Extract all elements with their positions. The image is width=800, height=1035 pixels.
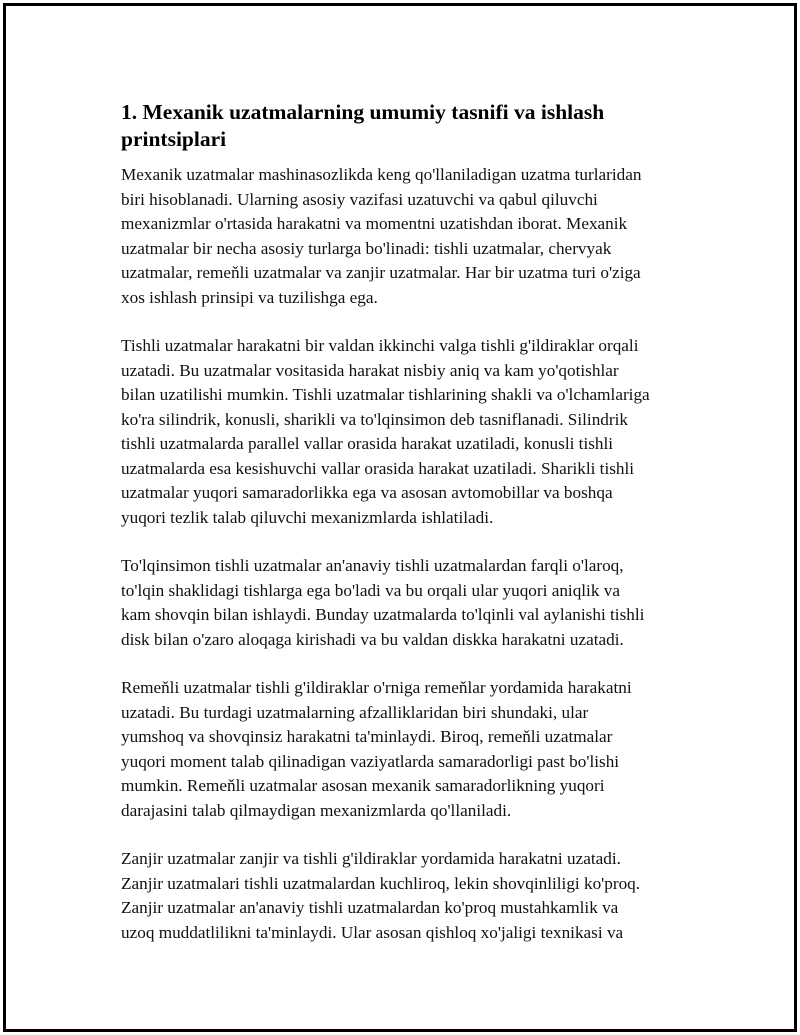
paragraph-wave-gear-drives: To'lqinsimon tishli uzatmalar an'anaviy tishli uzatmalardan farqli o'laroq, to'lqin shaklidagi tishlarga ega bo'ladi va bu orqali ular yuqori aniqlik va kam shovqin bilan ishlaydi. Bunday uzatmalarda to'lqinli val aylanishi tishli disk bilan o'zaro aloqaga kirishadi va bu valdan diskka harakatni uzatadi. [121,556,645,649]
page-frame [3,3,797,1032]
paragraph-belt-drives: Remeňli uzatmalar tishli g'ildiraklar o'rniga remeňlar yordamida harakatni uzatadi. Bu turdagi uzatmalarning afzalliklaridan biri shundaki, ular yumshoq va shovqinsiz harakatni ta'minlaydi. Biroq, remeňli uzatmalar yuqori moment talab qilinadigan vaziyatlarda samaradorligi past bo'lishi mumkin. Remeňli uzatmalar asosan mexanik samaradorlikning yuqori darajasini talab qilmaydigan mexanizmlarda qo'llaniladi. [121,678,632,820]
paragraph-overview: Mexanik uzatmalar mashinasozlikda keng qo'llaniladigan uzatma turlaridan biri hisoblanadi. Ularning asosiy vazifasi uzatuvchi va qabul qiluvchi mexanizmlar o'rtasida harakatni va momentni uzatishdan iborat. Mexanik uzatmalar bir necha asosiy turlarga bo'linadi: tishli uzatmalar, chervyak uzatmalar, remeňli uzatmalar va zanjir uzatmalar. Har bir uzatma turi o'ziga xos ishlash prinsipi va tuzilishga ega. [121,165,642,307]
section-heading: 1. Mexanik uzatmalarning umumiy tasnifi va ishlash printsiplari [121,100,605,151]
document-body [121,99,696,969]
paragraph-chain-drives: Zanjir uzatmalar zanjir va tishli g'ildiraklar yordamida harakatni uzatadi. Zanjir uzatmalari tishli uzatmalardan kuchliroq, lekin shovqinliligi ko'proq. Zanjir uzatmalar an'anaviy tishli uzatmalardan ko'proq mustahkamlik va uzoq muddatlilikni ta'minlaydi. Ular asosan qishloq xo'jaligi texnikasi va [121,849,641,942]
paragraph-gear-drives: Tishli uzatmalar harakatni bir valdan ikkinchi valga tishli g'ildiraklar orqali uzatadi. Bu uzatmalar vositasida harakat nisbiy aniq va kam yo'qotishlar bilan uzatilishi mumkin. Tishli uzatmalar tishlarining shakli va o'lchamlariga ko'ra silindrik, konusli, sharikli va to'lqinsimon deb tasniflanadi. Silindrik tishli uzatmalarda parallel vallar orasida harakat uzatiladi, konusli tishli uzatmalarda esa kesishuvchi vallar orasida harakat uzatiladi. Sharikli tishli uzatmalar yuqori samaradorlikka ega va asosan avtomobillar va boshqa yuqori tezlik talab qiluvchi mexanizmlarda ishlatiladi. [121,336,650,527]
